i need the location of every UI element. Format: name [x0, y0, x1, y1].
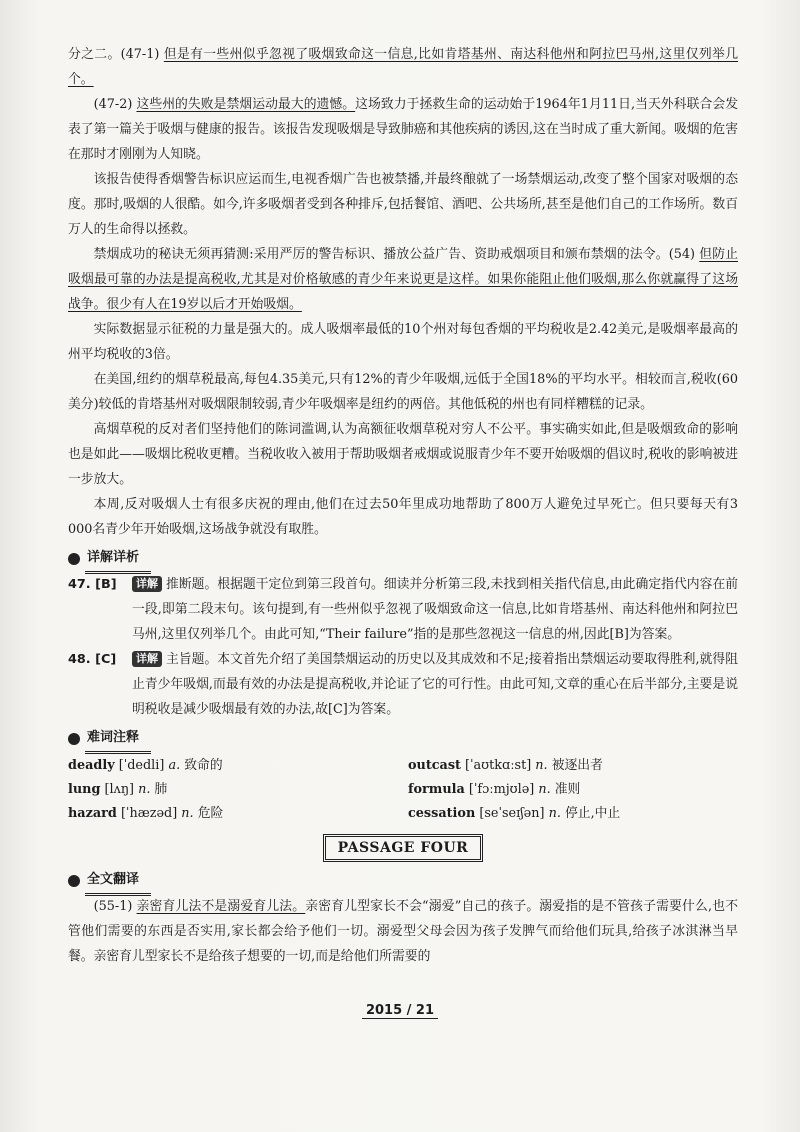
paragraph: 分之二。(47-1) 但是有一些州似乎忽视了吸烟致命这一信息,比如肯塔基州、南达科他州和阿拉巴马州,这里仅列举几个。	[68, 47, 738, 87]
vocab-item: deadly [ˈdedli] a. 致命的	[68, 758, 223, 773]
vocab-item: formula [ˈfɔːmjʊlə] n. 准则	[408, 782, 581, 797]
vocab-item: outcast [ˈaʊtkɑːst] n. 被逐出者	[408, 758, 603, 773]
bullet-icon	[68, 875, 80, 887]
answer-item: 47. [B] 详解 推断题。根据题干定位到第三段首句。细读并分析第三段,未找到相关指代信息,由此确定指代内容在前一段,即第二段末句。该句提到,有一些州似乎忽视了吸烟致命这一信息,比如肯塔基州、南达科他州和阿拉巴马州,这里仅列举几个。由此可知,“Their failure”指的是那些忽视这一信息的州,因此[B]为答案。	[68, 572, 738, 647]
paragraph: (47-2) 这些州的失败是禁烟运动最大的遗憾。这场致力于拯救生命的运动始于1964年1月11日,当天外科联合会发表了第一篇关于吸烟与健康的报告。该报告发现吸烟是导致肺癌和其他疾病的诱因,这在当时成了重大新闻。吸烟的危害在那时才刚刚为人知晓。	[68, 97, 739, 162]
vocab-item: lung [lʌŋ] n. 肺	[68, 782, 168, 797]
vocab-list	[68, 754, 738, 826]
paragraph: 本周,反对吸烟人士有很多庆祝的理由,他们在过去50年里成功地帮助了800万人避免过早死亡。但只要每天有3 000名青少年开始吸烟,这场战争就没有取胜。	[68, 497, 738, 537]
answer-number: 47. [B]	[68, 577, 117, 592]
section-header-translation: 全文翻译	[68, 868, 738, 894]
bullet-icon	[68, 733, 80, 745]
answer-number: 48. [C]	[68, 652, 117, 667]
page-number: 2015 / 21	[0, 1003, 800, 1018]
detail-tag: 详解	[132, 651, 162, 667]
detail-tag: 详解	[132, 576, 162, 592]
answer-item: 48. [C] 详解 主旨题。本文首先介绍了美国禁烟运动的历史以及其成效和不足;接着指出禁烟运动要取得胜利,就得阻止青少年吸烟,而最有效的办法是提高税收,并论证了它的可行性。由此可知,文章的重心在后半部分,主要是说明税收是减少吸烟最有效的办法,故[C]为答案。	[68, 647, 738, 722]
section-header-analysis: 详解详析	[68, 546, 738, 572]
paragraph: 该报告使得香烟警告标识应运而生,电视香烟广告也被禁播,并最终酿就了一场禁烟运动,改变了整个国家对吸烟的态度。那时,吸烟的人很酷。如今,许多吸烟者受到各种排斥,包括餐馆、酒吧、公共场所,甚至是他们自己的工作场所。数百万人的生命得以拯救。	[68, 172, 738, 237]
vocab-item: hazard [ˈhæzəd] n. 危险	[68, 806, 224, 821]
paragraph: 高烟草税的反对者们坚持他们的陈词滥调,认为高额征收烟草税对穷人不公平。事实确实如此,但是吸烟致命的影响也是如此——吸烟比税收更糟。当税收收入被用于帮助吸烟者戒烟或说服青少年不要开始吸烟的倡议时,税收的影响被进一步放大。	[68, 422, 738, 487]
paragraph: 禁烟成功的秘诀无须再猜测:采用严厉的警告标识、播放公益广告、资助戒烟项目和颁布禁烟的法令。(54) 但防止吸烟最可靠的办法是提高税收,尤其是对价格敏感的青少年来说更是这样。如果你能阻止他们吸烟,那么你就赢得了这场战争。很少有人在19岁以后才开始吸烟。	[68, 247, 739, 312]
section-header-vocab: 难词注释	[68, 726, 738, 752]
passage-banner: PASSAGE FOUR	[323, 834, 484, 862]
vocab-item: cessation [seˈseɪʃən] n. 停止,中止	[408, 806, 621, 821]
paragraph: (55-1) 亲密育儿法不是溺爱育儿法。亲密育儿型家长不会“溺爱”自己的孩子。溺爱指的是不管孩子需要什么,也不管他们需要的东西是否实用,家长都会给予他们一切。溺爱型父母会因为孩子发脾气而给他们玩具,给孩子冰淇淋当早餐。亲密育儿型家长不是给孩子想要的一切,而是给他们所需要的	[68, 899, 738, 964]
paragraph: 实际数据显示征税的力量是强大的。成人吸烟率最低的10个州对每包香烟的平均税收是2.42美元,是吸烟率最高的州平均税收的3倍。	[68, 322, 738, 362]
bullet-icon	[68, 553, 80, 565]
page-content	[68, 42, 738, 969]
paragraph: 在美国,纽约的烟草税最高,每包4.35美元,只有12%的青少年吸烟,远低于全国18%的平均水平。相较而言,税收(60美分)较低的肯塔基州对吸烟限制较弱,青少年吸烟率是纽约的两倍。其他低税的州也有同样糟糕的记录。	[68, 372, 738, 412]
